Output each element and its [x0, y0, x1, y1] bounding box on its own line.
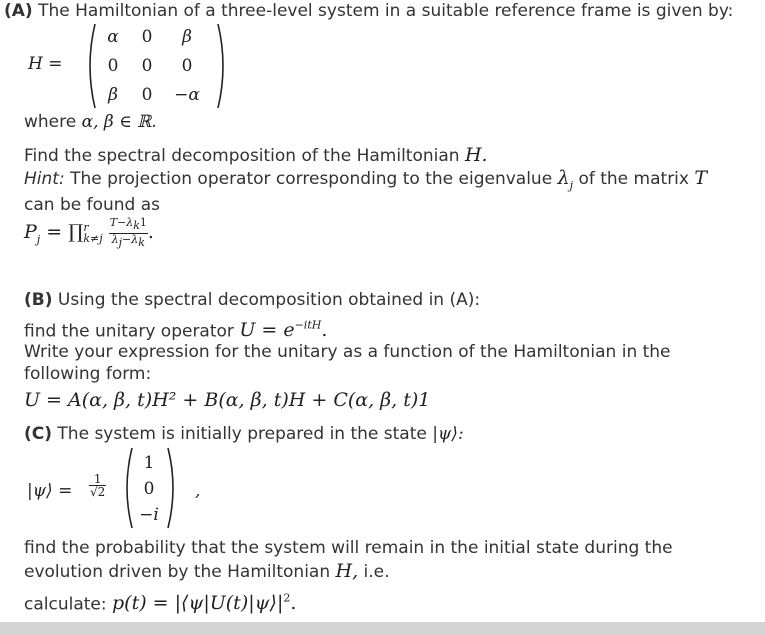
hint-label: Hint: [24, 169, 65, 189]
part-b-line1-text: Using the spectral decomposition obtained in (A): [57, 290, 481, 310]
hint-text-2: of the matrix [578, 169, 689, 189]
hint-T: T [694, 167, 708, 189]
bottom-divider-bar [0, 622, 765, 635]
part-a-intro-text: The Hamiltonian of a three-level system in a suitable reference frame is given by: [38, 1, 734, 21]
matrix-cell: β [108, 84, 118, 105]
proj-fraction [109, 217, 148, 248]
part-b-line3: Write your expression for the unitary as a function of the Hamiltonian in the [24, 342, 671, 362]
matrix-cell: −α [174, 84, 200, 105]
part-c-line4-text: calculate: [24, 594, 107, 615]
matrix-cell: 0 [141, 84, 153, 105]
task-text: Find the spectral decomposition of the Hamiltonian [24, 146, 460, 166]
psi-comma: , [195, 481, 201, 501]
part-c-line4 [24, 588, 296, 615]
probability-sup: 2 [283, 592, 291, 605]
part-c-line1 [24, 423, 464, 445]
proj-num: T−λ [109, 216, 134, 230]
where-math: α, β ∈ ℝ. [81, 112, 157, 132]
part-b-line2 [24, 315, 327, 342]
proj-lhs: P [24, 221, 37, 243]
unitary-def: U = e [239, 319, 295, 342]
proj-num-sub: k [133, 219, 140, 233]
hamiltonian-lhs: H = [28, 54, 63, 74]
part-b-line1 [24, 289, 480, 311]
hint-lambda: λ [557, 167, 570, 189]
hint-line-2: can be found as [24, 195, 160, 215]
part-b-line2-text: find the unitary operator [24, 321, 234, 342]
projector-formula [24, 217, 154, 255]
vector-cell: 1 [143, 453, 155, 473]
hamiltonian-left-paren [83, 22, 97, 110]
proj-eq: = ∏ [40, 221, 84, 243]
vector-cell: 0 [143, 479, 155, 499]
hint-lambda-sub: j [569, 178, 574, 192]
proj-prod-sup: r [83, 221, 89, 234]
hamiltonian-matrix [96, 22, 210, 109]
part-c-line3-tail: i.e. [363, 562, 390, 582]
part-a-label: (A) [4, 1, 33, 21]
part-c-line2: find the probability that the system will remain in the initial state during the [24, 538, 673, 558]
hint-text-1: The projection operator corresponding to the eigenvalue [70, 169, 553, 189]
unitary-exponent: −itH [294, 319, 322, 332]
psi-vector [134, 450, 164, 528]
proj-den-mid: −λ [122, 232, 139, 246]
part-c-label: (C) [24, 424, 53, 444]
task-math: H. [464, 144, 488, 166]
part-b-line4: following form: [24, 364, 152, 384]
where-line [24, 111, 157, 133]
part-c-line1-text: The system is initially prepared in the state [57, 424, 427, 444]
psi-frac-num: 1 [89, 473, 106, 486]
part-b-label: (B) [24, 290, 53, 310]
matrix-cell: β [182, 26, 192, 47]
hamiltonian-right-paren [216, 22, 230, 110]
part-a-task [24, 144, 488, 167]
unitary-end: . [321, 319, 328, 342]
proj-end: . [147, 221, 154, 243]
part-c-state: |ψ⟩: [432, 424, 464, 444]
where-text: where [24, 112, 77, 132]
psi-frac-den: √2 [90, 485, 106, 499]
part-c-line3-math: H, [335, 560, 359, 582]
matrix-cell: 0 [141, 55, 153, 76]
part-a-intro [4, 0, 733, 22]
proj-num-tail: 1 [139, 216, 147, 230]
matrix-cell: α [107, 26, 119, 47]
hint-line [24, 167, 707, 197]
psi-fraction [89, 473, 106, 498]
part-c-line3 [24, 560, 390, 583]
proj-prod-sub: k≠j [83, 232, 103, 245]
proj-den: λ [111, 232, 119, 246]
probability-formula: p(t) = |⟨ψ|U(t)|ψ⟩| [112, 592, 284, 615]
probability-end: . [290, 592, 297, 615]
psi-left-paren [120, 446, 134, 530]
proj-den-sub2: k [138, 235, 145, 249]
psi-right-paren [166, 446, 180, 530]
part-c-line3-text: evolution driven by the Hamiltonian [24, 562, 331, 582]
proj-lhs-sub: j [36, 232, 41, 246]
vector-cell: −i [139, 505, 159, 525]
unitary-form-formula: U = A(α, β, t)H² + B(α, β, t)H + C(α, β, t)1 [24, 389, 431, 411]
psi-lhs: |ψ⟩ = [27, 481, 73, 501]
matrix-cell: 0 [107, 55, 119, 76]
matrix-cell: 0 [181, 55, 193, 76]
proj-den-sub1: j [118, 235, 123, 249]
matrix-cell: 0 [141, 26, 153, 47]
